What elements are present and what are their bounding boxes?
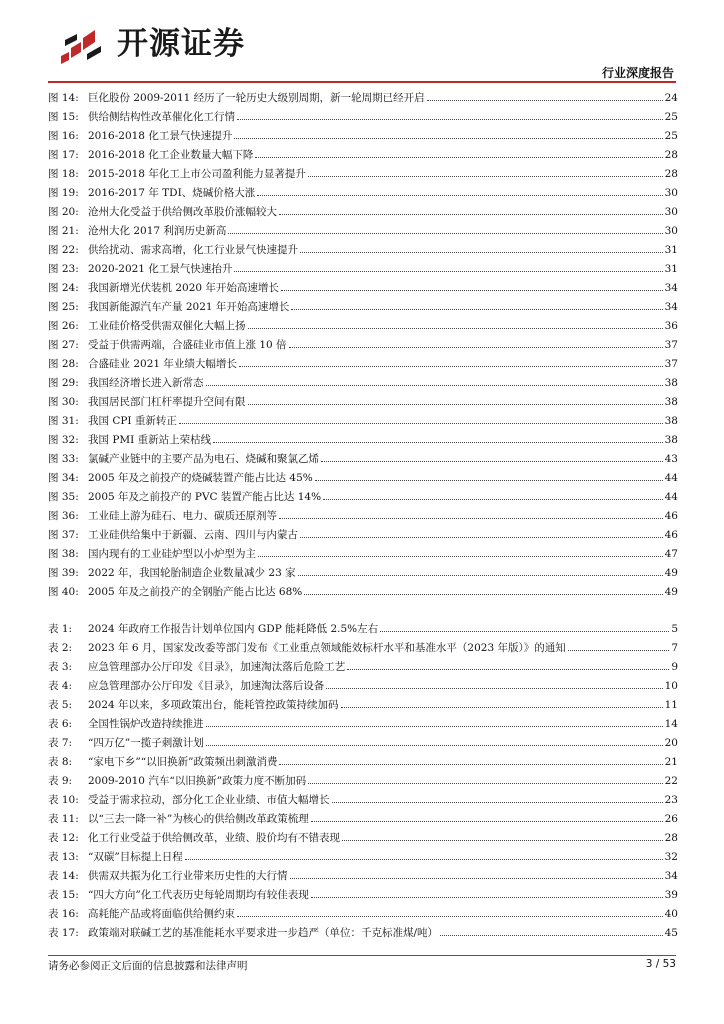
figure-toc-entry[interactable] xyxy=(48,526,678,545)
toc-entry-label: 表 9: xyxy=(48,775,73,787)
figure-toc-entry[interactable] xyxy=(48,203,678,222)
table-list xyxy=(48,620,678,943)
toc-entry-title: 高耗能产品或将面临供给侧约束 xyxy=(88,908,235,920)
company-logo xyxy=(57,22,245,66)
dot-leader xyxy=(321,460,663,462)
dot-leader xyxy=(315,479,663,481)
toc-entry-label: 图 36: xyxy=(48,510,79,522)
figure-toc-entry[interactable] xyxy=(48,469,678,488)
dot-leader xyxy=(326,687,662,689)
brand-mark-icon xyxy=(57,22,107,66)
dot-leader xyxy=(239,365,663,367)
dot-leader xyxy=(234,137,662,139)
toc-entry-label: 表 16: xyxy=(48,908,79,920)
toc-entry-title: 我国新能源汽车产量 2021 年开始高速增长 xyxy=(88,301,290,313)
report-type: 行业深度报告 xyxy=(601,66,674,80)
toc-entry-page: 31 xyxy=(664,263,678,275)
toc-entry-title: 供给扰动、需求高增，化工行业景气快速提升 xyxy=(88,244,298,256)
toc-entry-label: 表 12: xyxy=(48,832,79,844)
toc-entry-label: 表 17: xyxy=(48,927,79,939)
toc-entry-title: 我国 PMI 重新站上荣枯线 xyxy=(88,434,212,446)
toc-entry-title: 受益于需求拉动，部分化工企业业绩、市值大幅增长 xyxy=(88,794,330,806)
toc-entry-label: 表 3: xyxy=(48,661,73,673)
figure-toc-entry[interactable] xyxy=(48,184,678,203)
dot-leader xyxy=(323,498,663,500)
toc-entry-page: 47 xyxy=(664,548,678,560)
toc-entry-page: 5 xyxy=(671,623,678,635)
dot-leader xyxy=(206,744,663,746)
toc-entry-label: 表 1: xyxy=(48,623,73,635)
toc-entry-title: 2024 年以来，多项政策出台，能耗管控政策持续加码 xyxy=(88,699,339,711)
toc-entry-title: 工业硅供给集中于新疆、云南、四川与内蒙古 xyxy=(88,529,298,541)
page-header xyxy=(0,0,724,86)
dot-leader xyxy=(234,270,662,272)
figure-toc-entry[interactable] xyxy=(48,564,678,583)
toc-entry-label: 图 20: xyxy=(48,206,79,218)
toc-entry-title: 我国居民部门杠杆率提升空间有限 xyxy=(88,396,246,408)
dot-leader xyxy=(289,346,663,348)
figure-list xyxy=(48,89,678,602)
dot-leader xyxy=(281,289,663,291)
table-toc-entry[interactable] xyxy=(48,620,678,639)
toc-entry-page: 30 xyxy=(664,187,678,199)
toc-entry-title: 2015-2018 年化工上市公司盈利能力显著提升 xyxy=(88,168,306,180)
toc-entry-page: 44 xyxy=(664,472,678,484)
toc-entry-page: 34 xyxy=(664,870,678,882)
toc-entry-label: 图 24: xyxy=(48,282,79,294)
dot-leader xyxy=(347,668,669,670)
table-toc-entry[interactable] xyxy=(48,696,678,715)
table-toc-entry[interactable] xyxy=(48,734,678,753)
toc-entry-title: 2009-2010 汽车“以旧换新”政策力度不断加码 xyxy=(88,775,307,787)
toc-entry-page: 38 xyxy=(664,434,678,446)
figure-toc-entry[interactable] xyxy=(48,393,678,412)
dot-leader xyxy=(300,251,663,253)
dot-leader xyxy=(290,877,663,879)
table-toc-entry[interactable] xyxy=(48,772,678,791)
toc-entry-title: 我国 CPI 重新转正 xyxy=(88,415,177,427)
toc-entry-label: 图 27: xyxy=(48,339,79,351)
toc-entry-title: 2024 年政府工作报告计划单位国内 GDP 能耗降低 2.5%左右 xyxy=(88,623,379,635)
toc-entry-title: 2022 年，我国轮胎制造企业数量减少 23 家 xyxy=(88,567,296,579)
toc-entry-title: 2016-2017 年 TDI、烧碱价格大涨 xyxy=(88,187,256,199)
figure-toc-entry[interactable] xyxy=(48,545,678,564)
dot-leader xyxy=(237,915,663,917)
dot-leader xyxy=(279,763,662,765)
toc-entry-label: 表 14: xyxy=(48,870,79,882)
figure-toc-entry[interactable] xyxy=(48,488,678,507)
toc-entry-title: 氯碱产业链中的主要产品为电石、烧碱和聚氯乙烯 xyxy=(88,453,319,465)
toc-entry-label: 图 38: xyxy=(48,548,79,560)
toc-entry-page: 32 xyxy=(664,851,678,863)
toc-entry-label: 图 37: xyxy=(48,529,79,541)
toc-entry-title: 化工行业受益于供给侧改革，业绩、股价均有不错表现 xyxy=(88,832,340,844)
toc-entry-page: 28 xyxy=(664,168,678,180)
table-toc-entry[interactable] xyxy=(48,829,678,848)
figure-toc-entry[interactable] xyxy=(48,317,678,336)
toc-entry-page: 38 xyxy=(664,415,678,427)
dot-leader xyxy=(255,156,662,158)
dot-leader xyxy=(308,175,663,177)
footer-disclaimer: 请务必参阅正文后面的信息披露和法律声明 xyxy=(48,960,248,972)
dot-leader xyxy=(380,630,669,632)
toc-entry-page: 31 xyxy=(664,244,678,256)
table-toc-entry[interactable] xyxy=(48,886,678,905)
toc-entry-page: 28 xyxy=(664,832,678,844)
table-toc-entry[interactable] xyxy=(48,715,678,734)
dot-leader xyxy=(237,118,663,120)
figure-toc-entry[interactable] xyxy=(48,165,678,184)
toc-entry-title: 我国新增光伏装机 2020 年开始高速增长 xyxy=(88,282,279,294)
toc-entry-title: 以“三去一降一补”为核心的供给侧改革政策梳理 xyxy=(88,813,309,825)
toc-entry-page: 46 xyxy=(664,510,678,522)
toc-entry-label: 图 19: xyxy=(48,187,79,199)
company-name: 开源证券 xyxy=(117,26,245,62)
toc-entry-page: 38 xyxy=(664,396,678,408)
dot-leader xyxy=(440,934,663,936)
figure-toc-entry[interactable] xyxy=(48,507,678,526)
figure-toc-entry[interactable] xyxy=(48,108,678,127)
toc-entry-page: 43 xyxy=(664,453,678,465)
dot-leader xyxy=(304,593,662,595)
toc-entry-label: 表 15: xyxy=(48,889,79,901)
figure-toc-entry[interactable] xyxy=(48,241,678,260)
figure-toc-entry[interactable] xyxy=(48,431,678,450)
toc-entry-page: 24 xyxy=(664,92,678,104)
toc-entry-title: 应急管理部办公厅印发《目录》，加速淘汰落后设备 xyxy=(88,680,325,692)
toc-entry-label: 图 30: xyxy=(48,396,79,408)
figure-toc-entry[interactable] xyxy=(48,127,678,146)
dot-leader xyxy=(248,327,663,329)
toc-entry-title: 2020-2021 化工景气快速抬升 xyxy=(88,263,233,275)
toc-entry-title: “家电下乡”“以旧换新”政策频出刺激消费 xyxy=(88,756,278,768)
toc-entry-label: 表 7: xyxy=(48,737,73,749)
toc-entry-title: 2005 年及之前投产的 PVC 装置产能占比达 14% xyxy=(88,491,322,503)
toc-entry-title: 国内现有的工业硅炉型以小炉型为主 xyxy=(88,548,256,560)
toc-entry-title: “四万亿”一揽子刺激计划 xyxy=(88,737,204,749)
figure-toc-entry[interactable] xyxy=(48,355,678,374)
toc-entry-label: 图 39: xyxy=(48,567,79,579)
table-toc-entry[interactable] xyxy=(48,658,678,677)
toc-entry-label: 图 31: xyxy=(48,415,79,427)
table-toc-entry[interactable] xyxy=(48,753,678,772)
toc-entry-label: 图 34: xyxy=(48,472,79,484)
toc-entry-title: 沧州大化 2017 利润历史新高 xyxy=(88,225,227,237)
dot-leader xyxy=(248,403,663,405)
toc-entry-label: 图 35: xyxy=(48,491,79,503)
table-toc-entry[interactable] xyxy=(48,905,678,924)
toc-entry-label: 图 29: xyxy=(48,377,79,389)
toc-entry-title: 2005 年及之前投产的全钢胎产能占比达 68% xyxy=(88,586,303,598)
toc-entry-page: 7 xyxy=(671,642,678,654)
table-toc-entry[interactable] xyxy=(48,867,678,886)
toc-entry-page: 22 xyxy=(664,775,678,787)
toc-entry-title: 工业硅价格受供需双催化大幅上扬 xyxy=(88,320,246,332)
toc-entry-title: 合盛硅业 2021 年业绩大幅增长 xyxy=(88,358,237,370)
table-toc-entry[interactable] xyxy=(48,924,678,943)
toc-entry-label: 图 23: xyxy=(48,263,79,275)
figure-toc-entry[interactable] xyxy=(48,279,678,298)
toc-entry-label: 图 22: xyxy=(48,244,79,256)
dot-leader xyxy=(279,213,663,215)
toc-entry-title: “四大方向”化工代表历史每轮周期均有较佳表现 xyxy=(88,889,309,901)
dot-leader xyxy=(206,725,663,727)
toc-entry-title: 2016-2018 化工景气快速提升 xyxy=(88,130,233,142)
toc-entry-label: 图 16: xyxy=(48,130,79,142)
toc-entry-label: 图 14: xyxy=(48,92,79,104)
dot-leader xyxy=(311,896,663,898)
toc-entry-label: 图 32: xyxy=(48,434,79,446)
toc-entry-label: 图 18: xyxy=(48,168,79,180)
section-gap xyxy=(48,602,678,620)
toc-entry-page: 21 xyxy=(664,756,678,768)
toc-entry-label: 表 2: xyxy=(48,642,73,654)
figure-toc-entry[interactable] xyxy=(48,412,678,431)
toc-entry-title: 我国经济增长进入新常态 xyxy=(88,377,204,389)
figure-toc-entry[interactable] xyxy=(48,146,678,165)
table-toc-entry[interactable] xyxy=(48,848,678,867)
table-toc-entry[interactable] xyxy=(48,677,678,696)
toc-entry-label: 表 11: xyxy=(48,813,79,825)
toc-entry-label: 表 5: xyxy=(48,699,73,711)
toc-entry-page: 20 xyxy=(664,737,678,749)
dot-leader xyxy=(258,555,663,557)
toc-entry-page: 45 xyxy=(664,927,678,939)
toc-entry-label: 表 13: xyxy=(48,851,79,863)
toc-entry-label: 图 21: xyxy=(48,225,79,237)
toc-entry-page: 9 xyxy=(671,661,678,673)
toc-entry-label: 图 25: xyxy=(48,301,79,313)
toc-entry-page: 38 xyxy=(664,377,678,389)
toc-entry-label: 图 26: xyxy=(48,320,79,332)
toc-entry-page: 46 xyxy=(664,529,678,541)
figure-toc-entry[interactable] xyxy=(48,89,678,108)
toc-entry-page: 34 xyxy=(664,282,678,294)
toc-entry-page: 26 xyxy=(664,813,678,825)
toc-entry-label: 图 33: xyxy=(48,453,79,465)
dot-leader xyxy=(279,517,663,519)
dot-leader xyxy=(228,232,662,234)
toc-entry-label: 图 40: xyxy=(48,586,79,598)
toc-entry-title: 应急管理部办公厅印发《目录》，加速淘汰落后危险工艺 xyxy=(88,661,346,673)
toc-entry-title: 工业硅上游为硅石、电力、碳质还原剂等 xyxy=(88,510,277,522)
toc-entry-page: 28 xyxy=(664,149,678,161)
toc-entry-label: 表 4: xyxy=(48,680,73,692)
toc-entry-page: 30 xyxy=(664,206,678,218)
toc-entry-title: 2005 年及之前投产的烧碱装置产能占比达 45% xyxy=(88,472,313,484)
page-number: 3 / 53 xyxy=(645,958,676,970)
figure-toc-entry[interactable] xyxy=(48,450,678,469)
toc-entry-page: 30 xyxy=(664,225,678,237)
dot-leader xyxy=(257,194,662,196)
figure-toc-entry[interactable] xyxy=(48,583,678,602)
toc-entry-title: 巨化股份 2009-2011 经历了一轮历史大级别周期，新一轮周期已经开启 xyxy=(88,92,425,104)
footer-divider xyxy=(48,955,676,956)
toc-entry-page: 14 xyxy=(664,718,678,730)
toc-entry-page: 44 xyxy=(664,491,678,503)
dot-leader xyxy=(300,536,663,538)
table-toc-entry[interactable] xyxy=(48,791,678,810)
toc-entry-page: 11 xyxy=(664,699,678,711)
table-toc-entry[interactable] xyxy=(48,639,678,658)
dot-leader xyxy=(179,422,663,424)
toc-entry-page: 25 xyxy=(664,111,678,123)
toc-entry-label: 图 15: xyxy=(48,111,79,123)
toc-entry-title: “双碳”目标提上日程 xyxy=(88,851,183,863)
dot-leader xyxy=(568,649,670,651)
toc-entry-label: 表 8: xyxy=(48,756,73,768)
toc-entry-page: 36 xyxy=(664,320,678,332)
dot-leader xyxy=(427,99,663,101)
figure-toc-entry[interactable] xyxy=(48,222,678,241)
toc-entry-label: 表 10: xyxy=(48,794,79,806)
toc-entry-page: 23 xyxy=(664,794,678,806)
dot-leader xyxy=(206,384,663,386)
header-divider xyxy=(48,81,676,83)
dot-leader xyxy=(213,441,662,443)
dot-leader xyxy=(308,782,663,784)
toc-entry-label: 图 17: xyxy=(48,149,79,161)
toc-entry-title: 政策端对联碱工艺的基准能耗水平要求进一步趋严（单位：千克标准煤/吨） xyxy=(88,927,439,939)
toc-entry-page: 37 xyxy=(664,358,678,370)
toc-entry-label: 表 6: xyxy=(48,718,73,730)
figure-toc-entry[interactable] xyxy=(48,298,678,317)
toc-entry-page: 39 xyxy=(664,889,678,901)
toc-entry-title: 受益于供需两端，合盛硅业市值上涨 10 倍 xyxy=(88,339,287,351)
toc-entry-page: 10 xyxy=(664,680,678,692)
toc-entry-title: 全国性锅炉改造持续推进 xyxy=(88,718,204,730)
dot-leader xyxy=(185,858,663,860)
figure-toc-entry[interactable] xyxy=(48,260,678,279)
table-of-contents xyxy=(48,89,678,943)
figure-toc-entry[interactable] xyxy=(48,374,678,393)
toc-entry-page: 49 xyxy=(664,586,678,598)
dot-leader xyxy=(291,308,662,310)
toc-entry-page: 34 xyxy=(664,301,678,313)
dot-leader xyxy=(311,820,663,822)
toc-entry-title: 供给侧结构性改革催化化工行情 xyxy=(88,111,235,123)
toc-entry-page: 37 xyxy=(664,339,678,351)
toc-entry-label: 图 28: xyxy=(48,358,79,370)
table-toc-entry[interactable] xyxy=(48,810,678,829)
figure-toc-entry[interactable] xyxy=(48,336,678,355)
toc-entry-page: 40 xyxy=(664,908,678,920)
toc-entry-title: 沧州大化受益于供给侧改革股价涨幅较大 xyxy=(88,206,277,218)
dot-leader xyxy=(332,801,663,803)
dot-leader xyxy=(342,839,663,841)
dot-leader xyxy=(341,706,663,708)
toc-entry-page: 25 xyxy=(664,130,678,142)
toc-entry-page: 49 xyxy=(664,567,678,579)
toc-entry-title: 2023 年 6 月，国家发改委等部门发布《工业重点领域能效标杆水平和基准水平（2023 年版）》的通知 xyxy=(88,642,566,654)
dot-leader xyxy=(298,574,663,576)
toc-entry-title: 供需双共振为化工行业带来历史性的大行情 xyxy=(88,870,288,882)
toc-entry-title: 2016-2018 化工企业数量大幅下降 xyxy=(88,149,254,161)
